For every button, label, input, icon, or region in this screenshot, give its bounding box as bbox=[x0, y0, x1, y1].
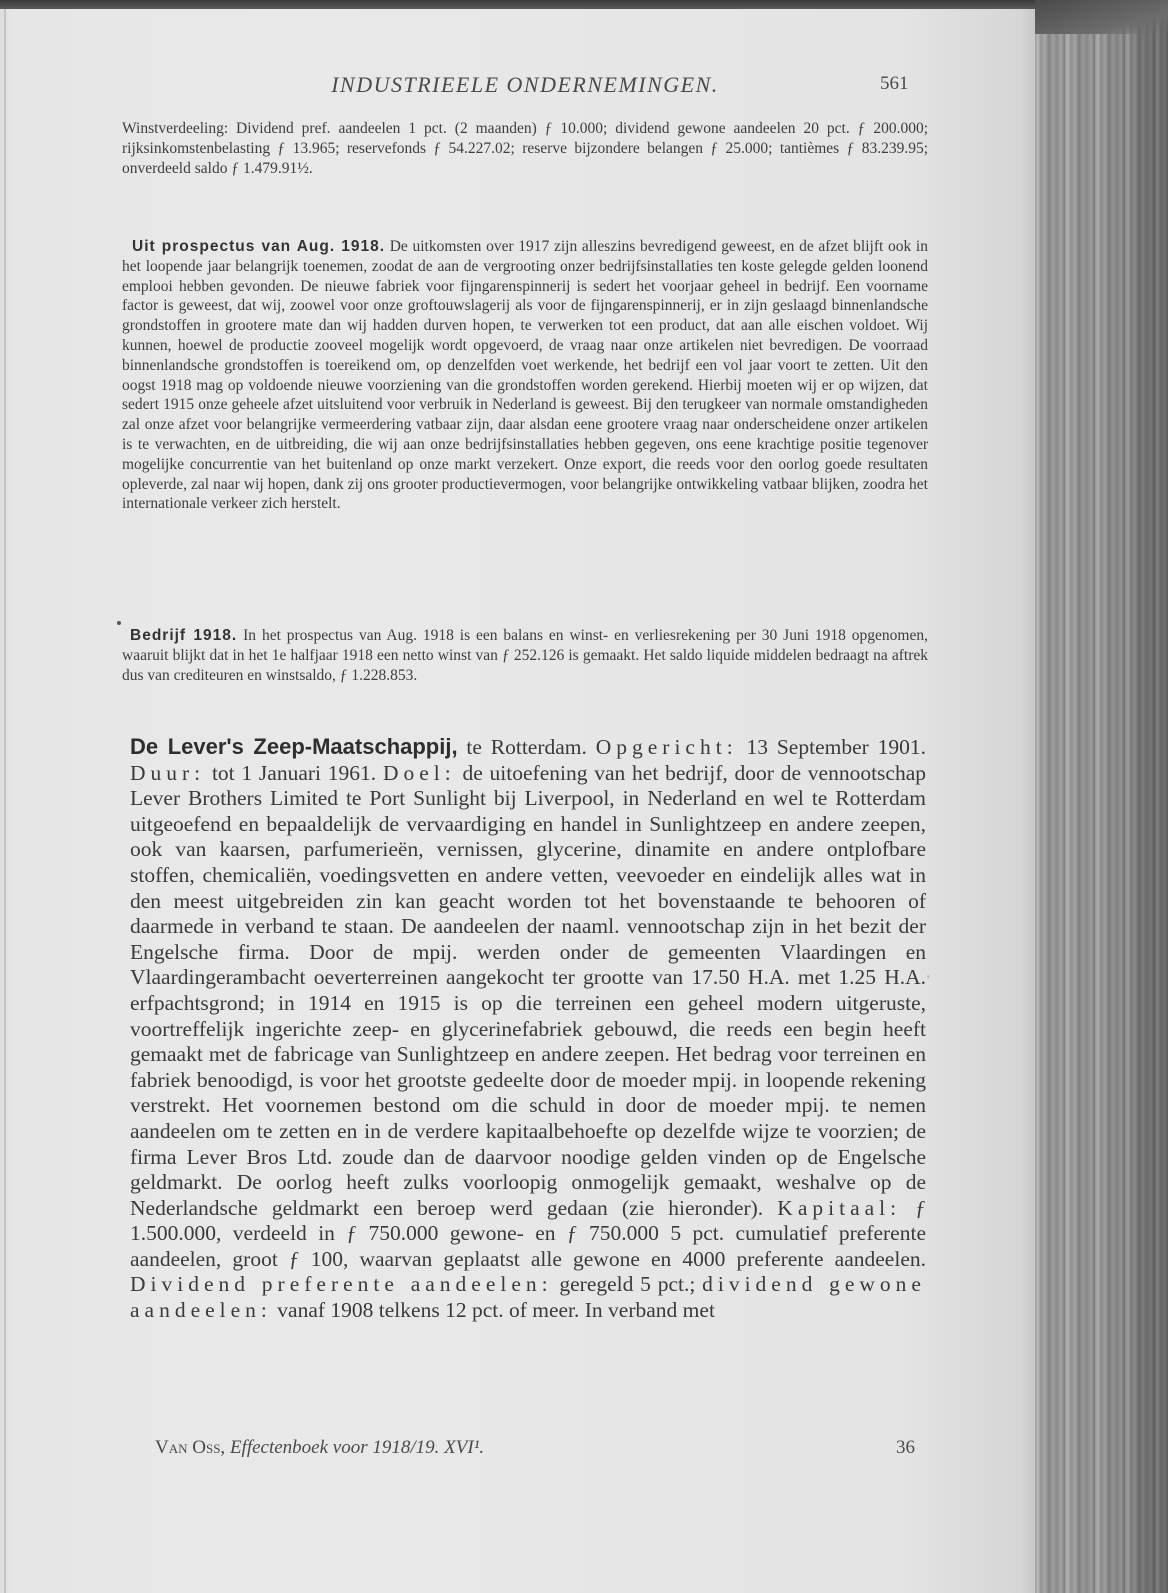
kapitaal-label: Kapitaal: bbox=[777, 1195, 902, 1220]
kapitaal-text: ƒ 1.500.000, verdeeld in ƒ 750.000 gewone- en ƒ 750.000 5 pct. cumulatief preferente aandeelen, groot ƒ 100, waarvan geplaatst alle gewone en 4000 preferente aandeelen. bbox=[130, 1195, 926, 1271]
duur-value: tot 1 Januari 1961. bbox=[205, 760, 383, 785]
bedrijf-paragraph bbox=[122, 626, 928, 685]
prospectus-heading: Uit prospectus van Aug. 1918. bbox=[132, 238, 386, 255]
footer-title: Effectenboek voor 1918/19. XVI¹. bbox=[225, 1437, 485, 1458]
page-number: 561 bbox=[880, 73, 909, 94]
binding-top-shadow bbox=[1035, 0, 1168, 34]
dividend-preferente-label: Dividend preferente aandeelen: bbox=[130, 1272, 553, 1297]
running-title: INDUSTRIEELE ONDERNEMINGEN. bbox=[331, 72, 719, 97]
company-paragraph bbox=[130, 734, 926, 1324]
footer-signature: 36 bbox=[896, 1437, 915, 1458]
prospectus-text: De uitkomsten over 1917 zijn alleszins bevredigend geweest, en de afzet blijft ook in het loopende jaar belangrijk toenemen, zoodat de aan de vergrooting onzer bedrijfsinstallaties ten koste gelegde gelden loonend emplooi hebben gevonden. De nieuwe fabriek voor fijngarenspinnerij is sedert het voorjaar geheel in bedrijf. Een voorname factor is geweest, dat wij, zoowel voor onze groftouwslagerij als voor de fijngarenspinnerij, er in zijn geslaagd binnenlandsche grondstoffen in grootere mate dan wij hadden durven hopen, te verwerken tot een product, dat aan alle eischen voldoet. Wij kunnen, hoewel de productie zooveel mogelijk wordt opgevoerd, de vraag naar onze artikelen niet bevredigen. De voorraad binnenlandsche grondstoffen is toereikend om, op denzelfden voet werkende, het bedrijf een vol jaar voort te zetten. Uit den oogst 1918 mag op voldoende nieuwe voorziening van die grondstoffen worden gerekend. Hierbij moeten wij er op wijzen, dat sedert 1915 onze geheele afzet uitsluitend voor verbruik in Nederland is geweest. Bij den terugkeer van normale omstandigheden zal onze afzet voor belangrijke vermeerdering vatbaar zijn, daar alsdan eene grootere vraag naar onderscheidene onzer artikelen is te verwachten, en de uitbreiding, die wij aan onze bedrijfsinstallaties hebben gegeven, ons eene krachtige positie tegenover mogelijke concurrentie van het buitenland op onze markt verzekert. Onze export, die reeds voor den oorlog goede resultaten opleverde, zal naar wij hopen, dank zij ons grooter productievermogen, voor belangrijke ontwikkeling vatbaar blijken, zoodra het internationale verkeer zich herstelt. bbox=[122, 238, 928, 513]
bedrijf-text: In het prospectus van Aug. 1918 is een balans en winst- en verliesrekening per 30 Juni 1918 opgenomen, waaruit blijkt dat in het 1e halfjaar 1918 een netto winst van ƒ 252.126 is gemaakt. Het saldo liquide middelen bedraagt na aftrek dus van crediteuren en winstsaldo, ƒ 1.228.853. bbox=[122, 627, 928, 684]
page-footer bbox=[155, 1437, 915, 1459]
dividend-gewone-text: vanaf 1908 telkens 12 pct. of meer. In verband met bbox=[271, 1298, 715, 1323]
bedrijf-heading: Bedrijf 1918. bbox=[130, 627, 238, 644]
doel-text: de uitoefening van het bedrijf, door de vennootschap Lever Brothers Limited te Port Sunlight bij Liverpool, in Nederland en wel te Rotterdam uitgeoefend en bepaaldelijk de vervaardiging en handel in Sunlightzeep en andere zeepen, ook van kaarsen, parfumerieën, vernissen, glycerine, dinamite en andere ontplofbare stoffen, chemicaliën, voedingsvetten en andere vetten, veevoeder en eindelijk alles wat in den meest uitgebreiden zin kan geacht worden tot het bovenstaande te behooren of daarmede in verband te staan. De aandeelen der naaml. vennootschap zijn in het bezit der Engelsche firma. Door de mpij. werden onder de gemeenten Vlaardingen en Vlaardingerambacht oeverterreinen aangekocht ter grootte van 17.50 H.A. met 1.25 H.A. erfpachtsgrond; in 1914 en 1915 is op die terreinen een geheel modern uitgeruste, voortreffelijk ingerichte zeep- en glycerinefabriek gebouwd, die reeds een begin heeft gemaakt met de fabricage van Sunlightzeep en andere zeepen. Het bedrag voor terreinen en fabriek benoodigd, is voor het grootste gedeelte door de moeder mpij. in loopende rekening verstrekt. Het voornemen bestond om die schuld in door de moeder mpij. te nemen aandeelen om te zetten en in de verdere kapitaalbehoefte op dezelfde wijze te voorzien; de firma Lever Bros Ltd. zoude dan de daarvoor noodige gelden vinden op de Engelsche geldmarkt. De oorlog heeft zulks voorloopig onmogelijk gemaakt, weshalve op de Nederlandsche geldmarkt een beroep werd gedaan (zie hieronder). bbox=[130, 760, 926, 1220]
bedrijf-section bbox=[122, 626, 928, 685]
winstverdeeling-paragraph bbox=[122, 119, 928, 178]
margin-mark: ' bbox=[927, 972, 930, 986]
opgericht-label: Opgericht: bbox=[595, 735, 738, 759]
opgericht-value: 13 September 1901. bbox=[737, 735, 926, 759]
doel-label: Doel: bbox=[382, 760, 456, 785]
company-name: De Lever's Zeep-Maatschappij, bbox=[130, 734, 458, 759]
winstverdeeling-text: Winstverdeeling: Dividend pref. aandeelen 1 pct. (2 maanden) ƒ 10.000; dividend gewone aandeelen 20 pct. ƒ 200.000; rijksinkomstenbelasting ƒ 13.965; reservefonds ƒ 54.227.02; reserve bijzondere belangen ƒ 25.000; tantièmes ƒ 83.239.95; onverdeeld saldo ƒ 1.479.91½. bbox=[122, 120, 928, 177]
binding-shadow bbox=[1035, 0, 1168, 1593]
duur-label: Duur: bbox=[130, 760, 206, 785]
company-entry bbox=[130, 734, 926, 1324]
dividend-preferente-text: geregeld 5 pct.; bbox=[552, 1272, 703, 1297]
prospectus-section bbox=[122, 237, 928, 514]
prospectus-paragraph bbox=[122, 237, 928, 514]
margin-dot bbox=[117, 621, 121, 625]
company-location: te Rotterdam. bbox=[457, 735, 596, 759]
footer-author: Van Oss, bbox=[155, 1437, 226, 1458]
dividend-gewone-label: dividend gewone aandeelen: bbox=[130, 1272, 926, 1323]
